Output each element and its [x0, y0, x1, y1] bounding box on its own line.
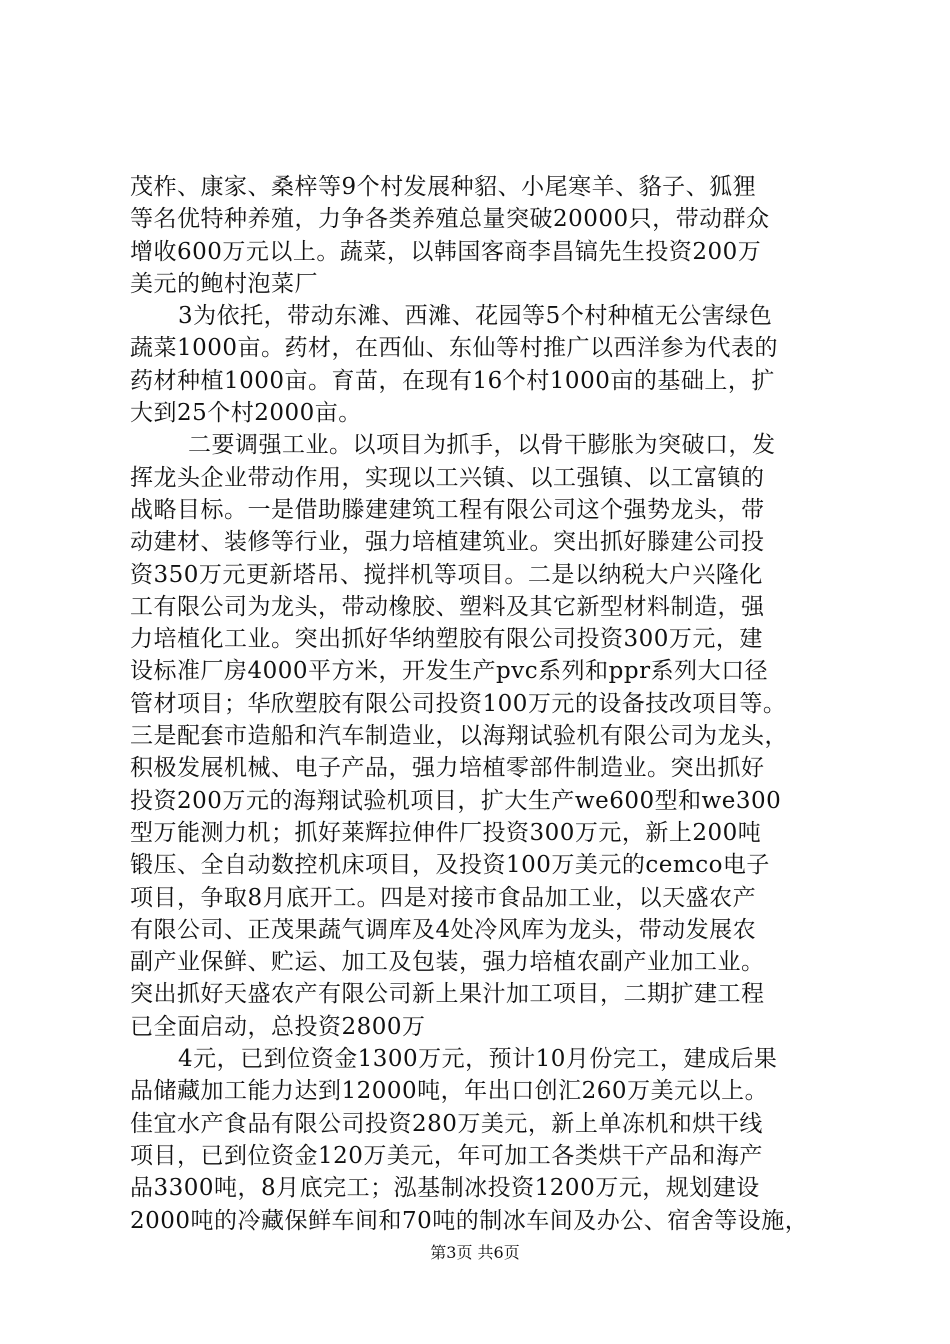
text-line: 等名优特种养殖，力争各类养殖总量突破20000只，带动群众 [130, 206, 770, 233]
text-line: 4元，已到位资金1300万元，预计10月份完工，建成后果 [178, 1046, 778, 1073]
text-line: 项目，已到位资金120万美元，年可加工各类烘干产品和海产 [130, 1142, 763, 1169]
body-text [130, 171, 850, 1237]
page-footer: 第3页 共6页 [430, 1243, 520, 1262]
text-line: 项目，争取8月底开工。四是对接市食品加工业，以天盛农产 [130, 884, 757, 911]
text-line: 管材项目；华欣塑胶有限公司投资100万元的设备技改项目等。 [130, 690, 787, 717]
text-line: 锻压、全自动数控机床项目，及投资100万美元的cemco电子 [130, 852, 770, 879]
text-line: 品3300吨，8月底完工；泓基制冰投资1200万元，规划建设 [130, 1175, 760, 1202]
text-line: 美元的鲍村泡菜厂 [130, 270, 318, 297]
text-line: 力培植化工业。突出抓好华纳塑胶有限公司投资300万元，建 [130, 626, 763, 653]
text-line: 3为依托，带动东滩、西滩、花园等5个村种植无公害绿色 [178, 303, 773, 330]
text-line: 二要调强工业。以项目为抓手，以骨干膨胀为突破口，发 [188, 432, 776, 459]
text-line: 型万能测力机；抓好莱辉拉伸件厂投资300万元，新上200吨 [130, 819, 762, 846]
text-line: 茂柞、康家、桑梓等9个村发展种貂、小尾寒羊、貉子、狐狸 [130, 174, 757, 200]
text-line: 药材种植1000亩。育苗，在现有16个村1000亩的基础上，扩 [130, 367, 775, 394]
text-line: 资350万元更新塔吊、搅拌机等项目。二是以纳税大户兴隆化 [130, 561, 763, 588]
text-line: 大到25个村2000亩。 [130, 400, 362, 427]
text-line: 蔬菜1000亩。药材，在西仙、东仙等村推广以西洋参为代表的 [130, 335, 779, 362]
text-line: 有限公司、正茂果蔬气调库及4处冷风库为龙头，带动发展农 [130, 916, 757, 943]
text-line: 品储藏加工能力达到12000吨，年出口创汇260万美元以上。 [130, 1078, 769, 1105]
text-line: 增收600万元以上。蔬菜，以韩国客商李昌镐先生投资200万 [130, 238, 762, 265]
text-line: 投资200万元的海翔试验机项目，扩大生产we600型和we300 [130, 787, 782, 814]
text-line: 积极发展机械、电子产品，强力培植零部件制造业。突出抓好 [130, 755, 765, 782]
text-line: 已全面启动，总投资2800万 [130, 1013, 426, 1040]
text-line: 三是配套市造船和汽车制造业，以海翔试验机有限公司为龙头， [130, 723, 788, 750]
text-line: 2000吨的冷藏保鲜车间和70吨的制冰车间及办公、宿舍等设施， [130, 1207, 809, 1234]
text-line: 副产业保鲜、贮运、加工及包装，强力培植农副产业加工业。 [130, 949, 765, 976]
text-line: 设标准厂房4000平方米，开发生产pvc系列和ppr系列大口径 [130, 658, 769, 685]
text-line: 突出抓好天盛农产有限公司新上果汁加工项目，二期扩建工程 [130, 981, 765, 1008]
text-line: 佳宜水产食品有限公司投资280万美元，新上单冻机和烘干线 [130, 1110, 763, 1137]
text-line: 工有限公司为龙头，带动橡胶、塑料及其它新型材料制造，强 [130, 593, 765, 620]
text-line: 挥龙头企业带动作用，实现以工兴镇、以工强镇、以工富镇的 [130, 464, 765, 491]
text-line: 战略目标。一是借助滕建建筑工程有限公司这个强势龙头，带 [130, 496, 765, 523]
text-line: 动建材、装修等行业，强力培植建筑业。突出抓好滕建公司投 [130, 529, 765, 556]
